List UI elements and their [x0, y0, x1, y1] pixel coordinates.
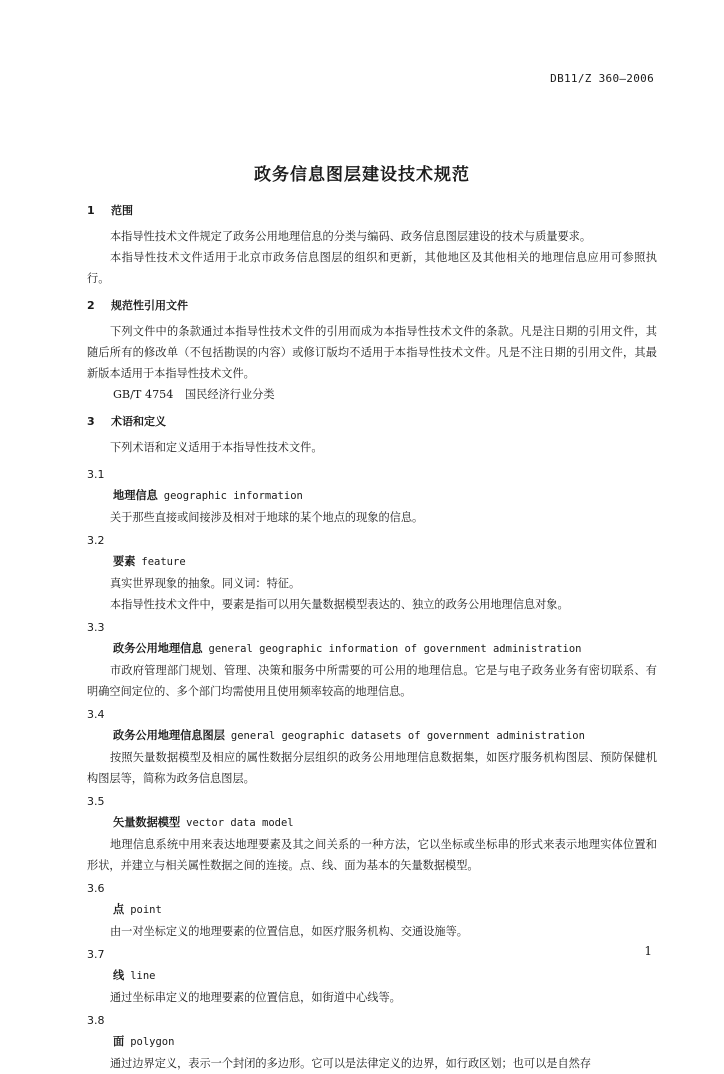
section-title: 术语和定义 [111, 415, 166, 428]
paragraph: 下列术语和定义适用于本指导性技术文件。 [109, 441, 323, 454]
term-heading [87, 638, 657, 660]
term-entry [87, 530, 657, 615]
section-number: 1 [87, 204, 95, 217]
paragraph: 本指导性技术文件适用于北京市政务信息图层的组织和更新，其他地区及其他相关的地理信息应用可参照执行。 [87, 251, 657, 285]
term-entry [87, 464, 657, 528]
term-heading [87, 899, 657, 921]
term-english: general geographic datasets of government administration [230, 730, 585, 742]
term-number: 3.2 [87, 534, 105, 547]
term-entry [87, 878, 657, 942]
term-note: 本指导性技术文件中，要素是指可以用矢量数据模型表达的、独立的政务公用地理信息对象。 [109, 598, 569, 611]
term-english: vector data model [186, 817, 294, 829]
term-name: 线 [113, 969, 125, 982]
section-title: 范围 [111, 204, 133, 217]
document-body [87, 200, 657, 1074]
standard-code: DB11/Z 360—2006 [550, 72, 654, 85]
term-number: 3.5 [87, 795, 105, 808]
term-english: line [130, 970, 156, 982]
term-number: 3.6 [87, 882, 105, 895]
section-normative-references [87, 295, 657, 405]
term-definition: 关于那些直接或间接涉及相对于地球的某个地点的现象的信息。 [109, 511, 424, 524]
term-number: 3.4 [87, 708, 105, 721]
term-heading [87, 551, 657, 573]
term-definition: 真实世界现象的抽象。同义词：特征。 [109, 577, 301, 590]
term-name: 矢量数据模型 [113, 816, 181, 829]
term-entry [87, 791, 657, 876]
section-heading [87, 200, 657, 221]
term-name: 政务公用地理信息图层 [113, 729, 225, 742]
term-definition: 地理信息系统中用来表达地理要素及其之间关系的一种方法，它以坐标或坐标串的形式来表示地理实体位置和形状，并建立与相关属性数据之间的连接。点、线、面为基本的矢量数据模型。 [87, 838, 657, 872]
term-name: 要素 [113, 555, 136, 568]
term-definition: 由一对坐标定义的地理要素的位置信息，如医疗服务机构、交通设施等。 [109, 925, 468, 938]
term-english: general geographic information of government administration [208, 643, 582, 655]
term-name: 政务公用地理信息 [113, 642, 203, 655]
term-english: polygon [130, 1036, 175, 1048]
term-entry [87, 1010, 657, 1074]
paragraph: 本指导性技术文件规定了政务公用地理信息的分类与编码、政务信息图层建设的技术与质量要求。 [109, 230, 592, 243]
section-number: 3 [87, 415, 95, 428]
term-heading [87, 485, 657, 507]
term-english: geographic information [163, 490, 303, 502]
term-definition: 通过坐标串定义的地理要素的位置信息，如街道中心线等。 [109, 991, 401, 1004]
section-terms-definitions [87, 411, 657, 1074]
section-scope [87, 200, 657, 289]
term-heading [87, 725, 657, 747]
term-heading [87, 1031, 657, 1053]
page-number: 1 [644, 944, 652, 958]
term-definition: 按照矢量数据模型及相应的属性数据分层组织的政务公用地理信息数据集，如医疗服务机构图层、预防保健机构图层等，简称为政务信息图层。 [87, 751, 657, 785]
term-number: 3.3 [87, 621, 105, 634]
section-number: 2 [87, 299, 95, 312]
term-name: 地理信息 [113, 489, 158, 502]
reference-entry [87, 384, 657, 405]
term-entry [87, 944, 657, 1008]
term-name: 面 [113, 1035, 125, 1048]
reference-code: GB/T 4754 [113, 388, 174, 401]
section-heading [87, 411, 657, 432]
document-title: 政务信息图层建设技术规范 [254, 165, 470, 185]
term-definition: 市政府管理部门规划、管理、决策和服务中所需要的可公用的地理信息。它是与电子政务业务有密切联系、有明确空间定位的、多个部门均需使用且使用频率较高的地理信息。 [87, 664, 657, 698]
term-definition: 通过边界定义，表示一个封闭的多边形。它可以是法律定义的边界，如行政区划；也可以是自然存 [109, 1057, 592, 1070]
term-english: point [130, 904, 162, 916]
term-heading [87, 812, 657, 834]
section-title: 规范性引用文件 [111, 299, 188, 312]
reference-title: 国民经济行业分类 [185, 388, 275, 401]
term-entry [87, 704, 657, 789]
term-heading [87, 965, 657, 987]
paragraph: 下列文件中的条款通过本指导性技术文件的引用而成为本指导性技术文件的条款。凡是注日期的引用文件，其随后所有的修改单（不包括勘误的内容）或修订版均不适用于本指导性技术文件。凡是不注日期的引用文件，其最新版本适用于本指导性技术文件。 [87, 325, 657, 380]
term-name: 点 [113, 903, 125, 916]
term-number: 3.7 [87, 948, 105, 961]
term-number: 3.8 [87, 1014, 105, 1027]
term-number: 3.1 [87, 468, 105, 481]
term-entry [87, 617, 657, 702]
term-english: feature [141, 556, 186, 568]
section-heading [87, 295, 657, 316]
